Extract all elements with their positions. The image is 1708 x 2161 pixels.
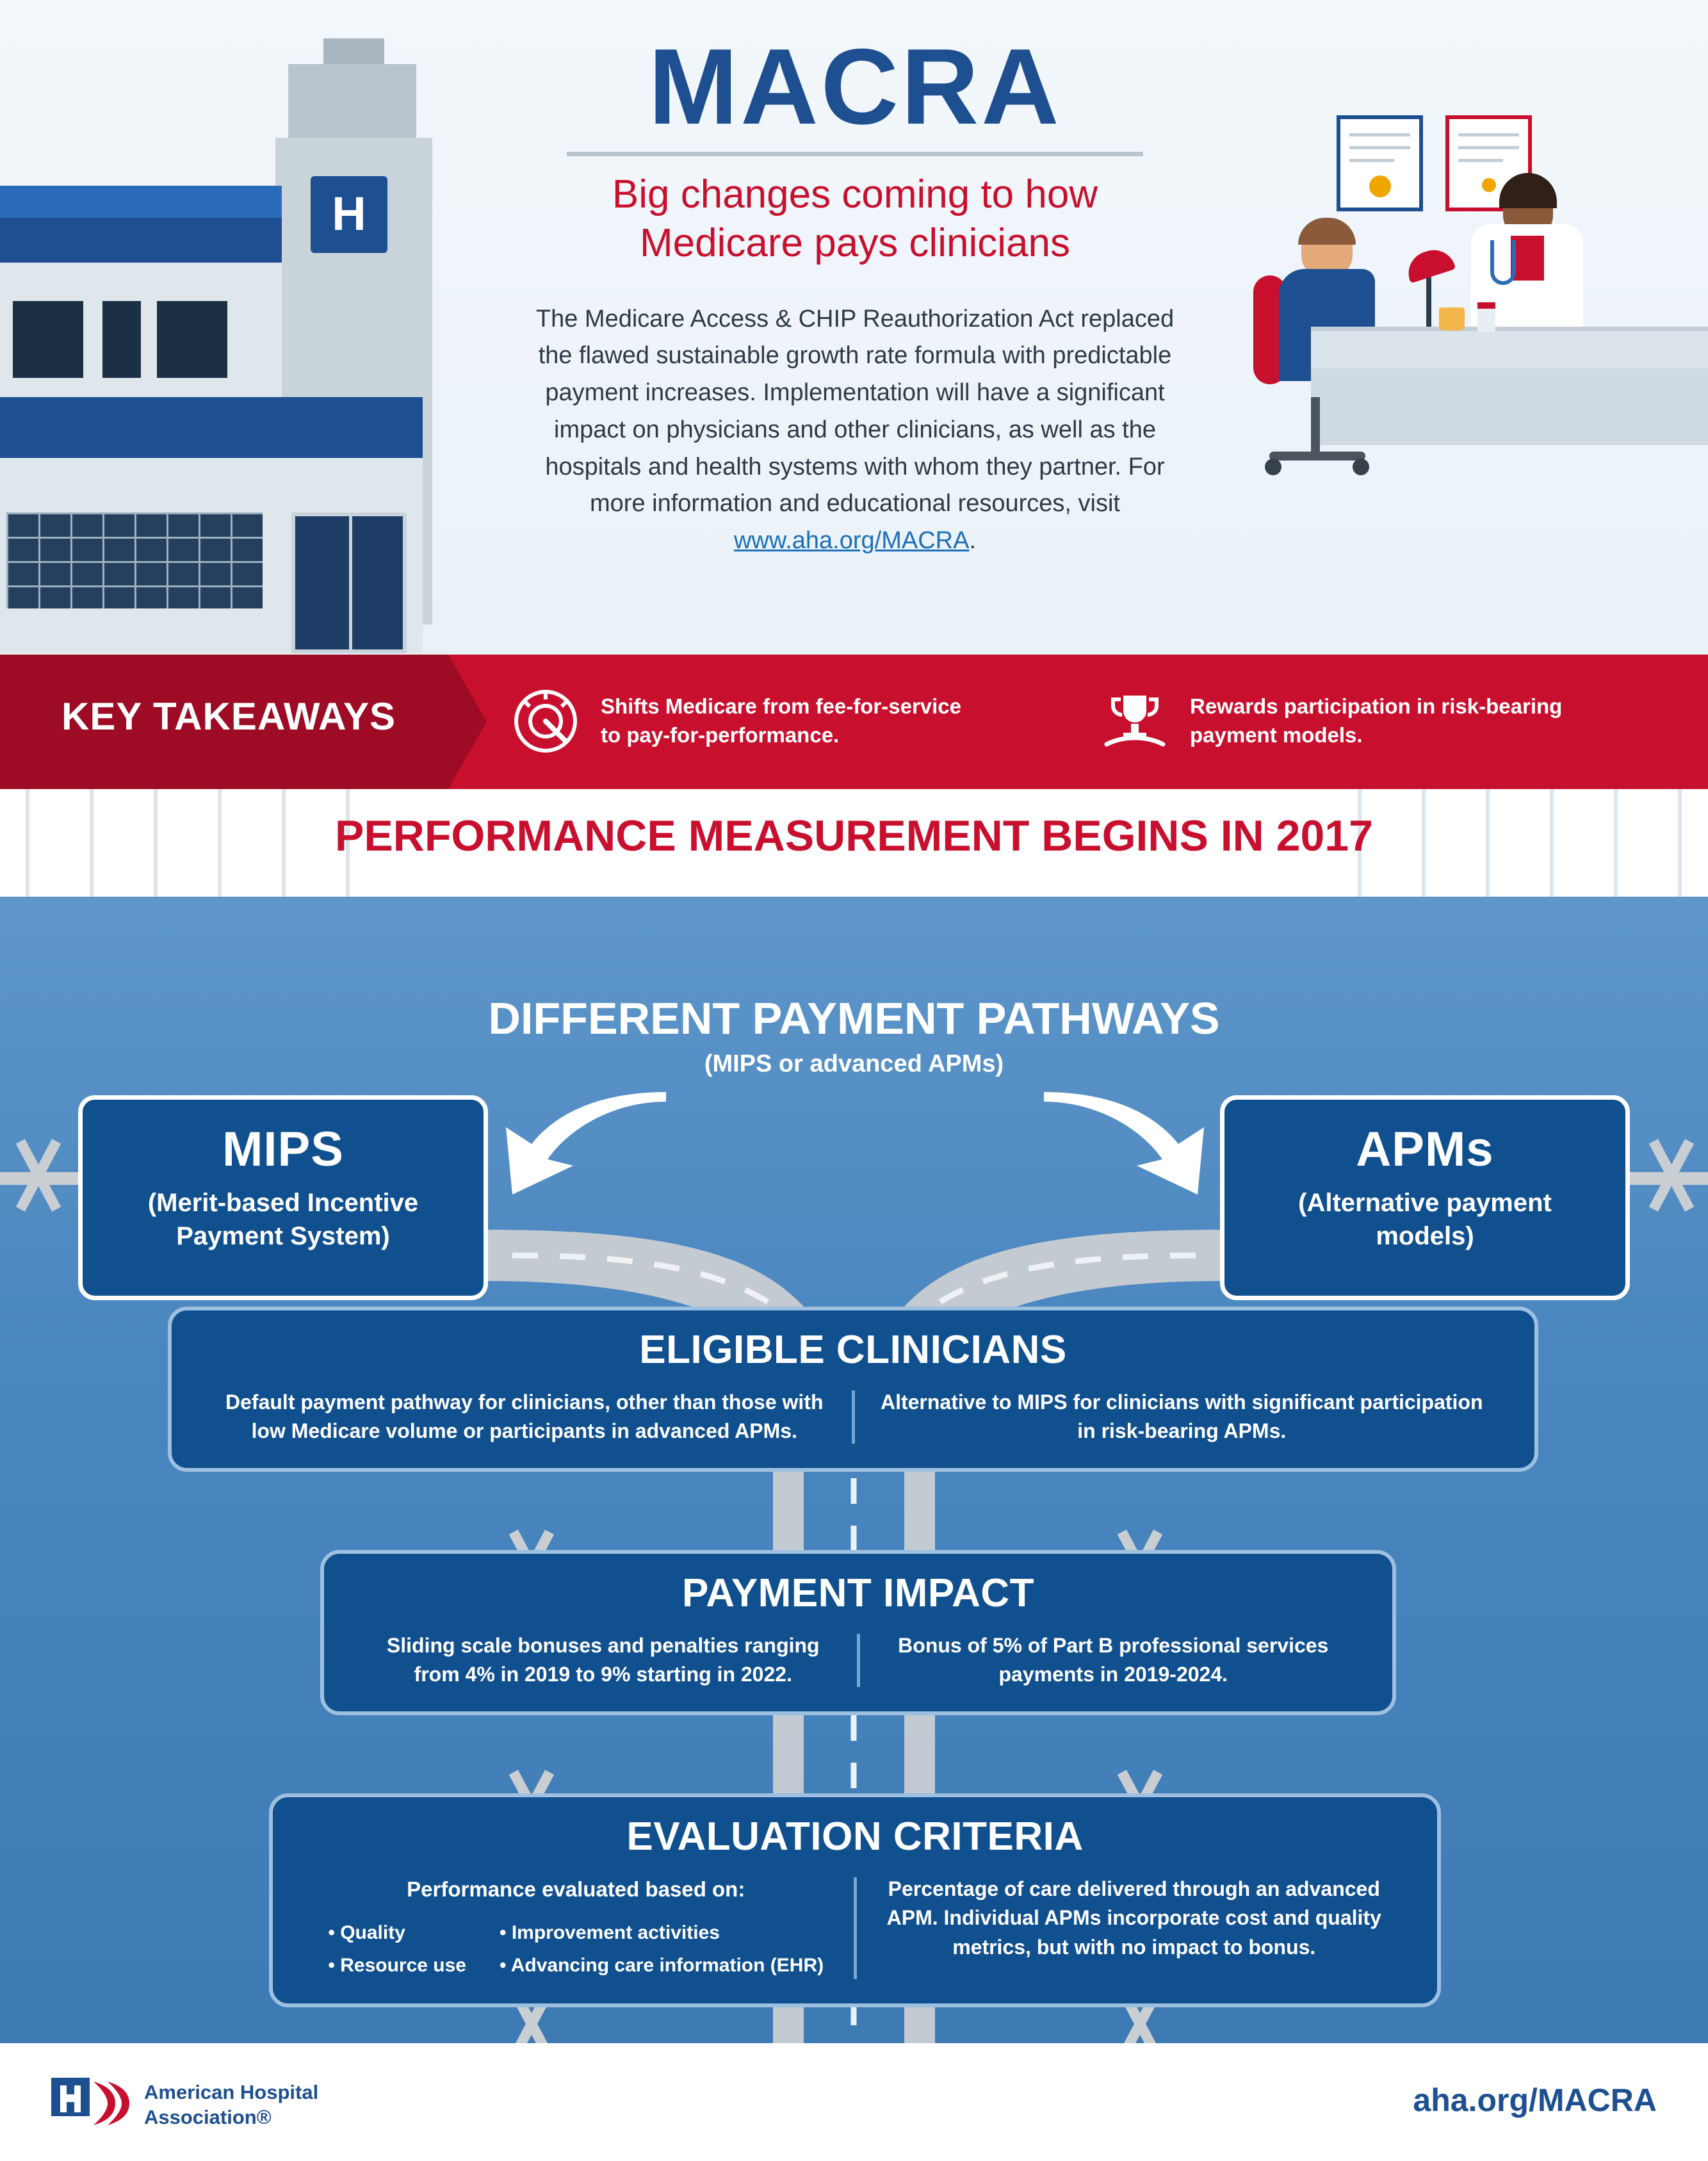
mips-expansion-line2: Payment System) (176, 1222, 390, 1250)
apms-acronym: APMs (1356, 1122, 1494, 1177)
takeaway-text-1: Shifts Medicare from fee-for-service to pay-for-performance. (601, 694, 962, 747)
list-item: • Advancing care information (EHR) (499, 1954, 824, 1976)
payment-impact-apms-text: Bonus of 5% of Part B professional services payments in 2019-2024. (898, 1634, 1329, 1686)
card-heading-eligible-clinicians: ELIGIBLE CLINICIANS (639, 1328, 1067, 1372)
hospital-sign-letter: H (311, 176, 387, 253)
mips-expansion (83, 1186, 484, 1253)
footer (0, 2043, 1708, 2161)
hero-subtitle-line1: Big changes coming to how (612, 172, 1098, 217)
footer-url[interactable]: aha.org/MACRA (1413, 2082, 1657, 2118)
clinician-illustration (1234, 77, 1708, 589)
title-divider (567, 152, 1143, 156)
eligible-clinicians-apms-text: Alternative to MIPS for clinicians with significant participation in risk-bearing APMs. (880, 1390, 1483, 1443)
hero-subtitle (448, 170, 1262, 267)
apms-expansion (1224, 1186, 1625, 1253)
pathways-title: DIFFERENT PAYMENT PATHWAYS (488, 993, 1220, 1043)
x-brace-left-1 (0, 1137, 77, 1214)
x-brace-right-2 (1633, 1137, 1708, 1214)
speedometer-icon (512, 688, 579, 754)
aha-org-line2: Association® (144, 2105, 272, 2128)
card-evaluation-criteria (269, 1793, 1441, 2007)
performance-banner (0, 789, 1708, 897)
evaluation-criteria-apms-text: Percentage of care delivered through an advanced APM. Individual APMs incorporate cost and quality metrics, but with no impact to bonus. (886, 1877, 1381, 1959)
list-item: • Quality (328, 1921, 405, 1943)
evaluation-criteria-mips-block (298, 1875, 854, 1982)
aha-org-line1: American Hospital (144, 2081, 319, 2103)
pathway-box-mips[interactable] (78, 1095, 488, 1300)
takeaway-text-2: Rewards participation in risk-bearing payment models. (1190, 694, 1563, 747)
list-item: • Improvement activities (499, 1921, 720, 1943)
hospital-illustration (0, 26, 448, 653)
arrow-left-icon (487, 1089, 679, 1217)
eligible-clinicians-mips-text: Default payment pathway for clinicians, other than those with low Medicare volume or participants in advanced APMs. (225, 1390, 824, 1443)
takeaway-item-2 (1102, 688, 1601, 754)
payment-impact-mips-text: Sliding scale bonuses and penalties ranging from 4% in 2019 to 9% starting in 2022. (386, 1634, 820, 1686)
key-takeaways-title: KEY TAKEAWAYS (61, 695, 396, 738)
mips-expansion-line1: (Merit-based Incentive (147, 1189, 419, 1217)
hero-paragraph (525, 301, 1185, 560)
aha-org-name (144, 2080, 318, 2130)
pathways-subtitle: (MIPS or advanced APMs) (704, 1050, 1004, 1077)
mips-acronym: MIPS (222, 1122, 344, 1177)
performance-banner-title: PERFORMANCE MEASUREMENT BEGINS IN 2017 (335, 811, 1373, 860)
apms-expansion-line2: models) (1376, 1222, 1474, 1250)
aha-logo-icon (51, 2073, 134, 2134)
key-takeaways-arrow (448, 655, 487, 789)
evaluation-criteria-list-col2 (500, 1916, 824, 1982)
evaluation-criteria-list-col1 (328, 1916, 466, 1982)
hero-text-block (448, 26, 1262, 560)
hero-subtitle-line2: Medicare pays clinicians (640, 220, 1070, 265)
hero-paragraph-period: . (969, 527, 977, 555)
pathway-box-apms[interactable] (1220, 1095, 1630, 1300)
card-heading-payment-impact: PAYMENT IMPACT (681, 1571, 1035, 1615)
aha-macra-link[interactable]: www.aha.org/MACRA (733, 527, 970, 555)
card-eligible-clinicians (168, 1307, 1538, 1472)
arrow-right-icon (1031, 1089, 1223, 1217)
trophy-hand-icon (1102, 688, 1168, 754)
card-heading-evaluation-criteria: EVALUATION CRITERIA (626, 1814, 1084, 1859)
key-takeaways-band (0, 655, 1708, 789)
page-title: MACRA (648, 26, 1062, 147)
takeaway-item-1 (512, 688, 973, 754)
evaluation-criteria-left-heading: Performance evaluated based on: (407, 1877, 745, 1901)
certificate-blue-icon (1337, 115, 1423, 211)
card-payment-impact (320, 1550, 1396, 1715)
hero-paragraph-text: The Medicare Access & CHIP Reauthorization Act replaced the flawed sustainable growth rate formula with predictable payment increases. Implementation will have a significant impact on physicians and other clinicians, as well as the hospitals and health systems with whom they partner. For more information and educational resources, visit (535, 305, 1175, 518)
list-item: • Resource use (328, 1954, 466, 1976)
hero-section (0, 0, 1708, 655)
apms-expansion-line1: (Alternative payment (1298, 1189, 1552, 1217)
